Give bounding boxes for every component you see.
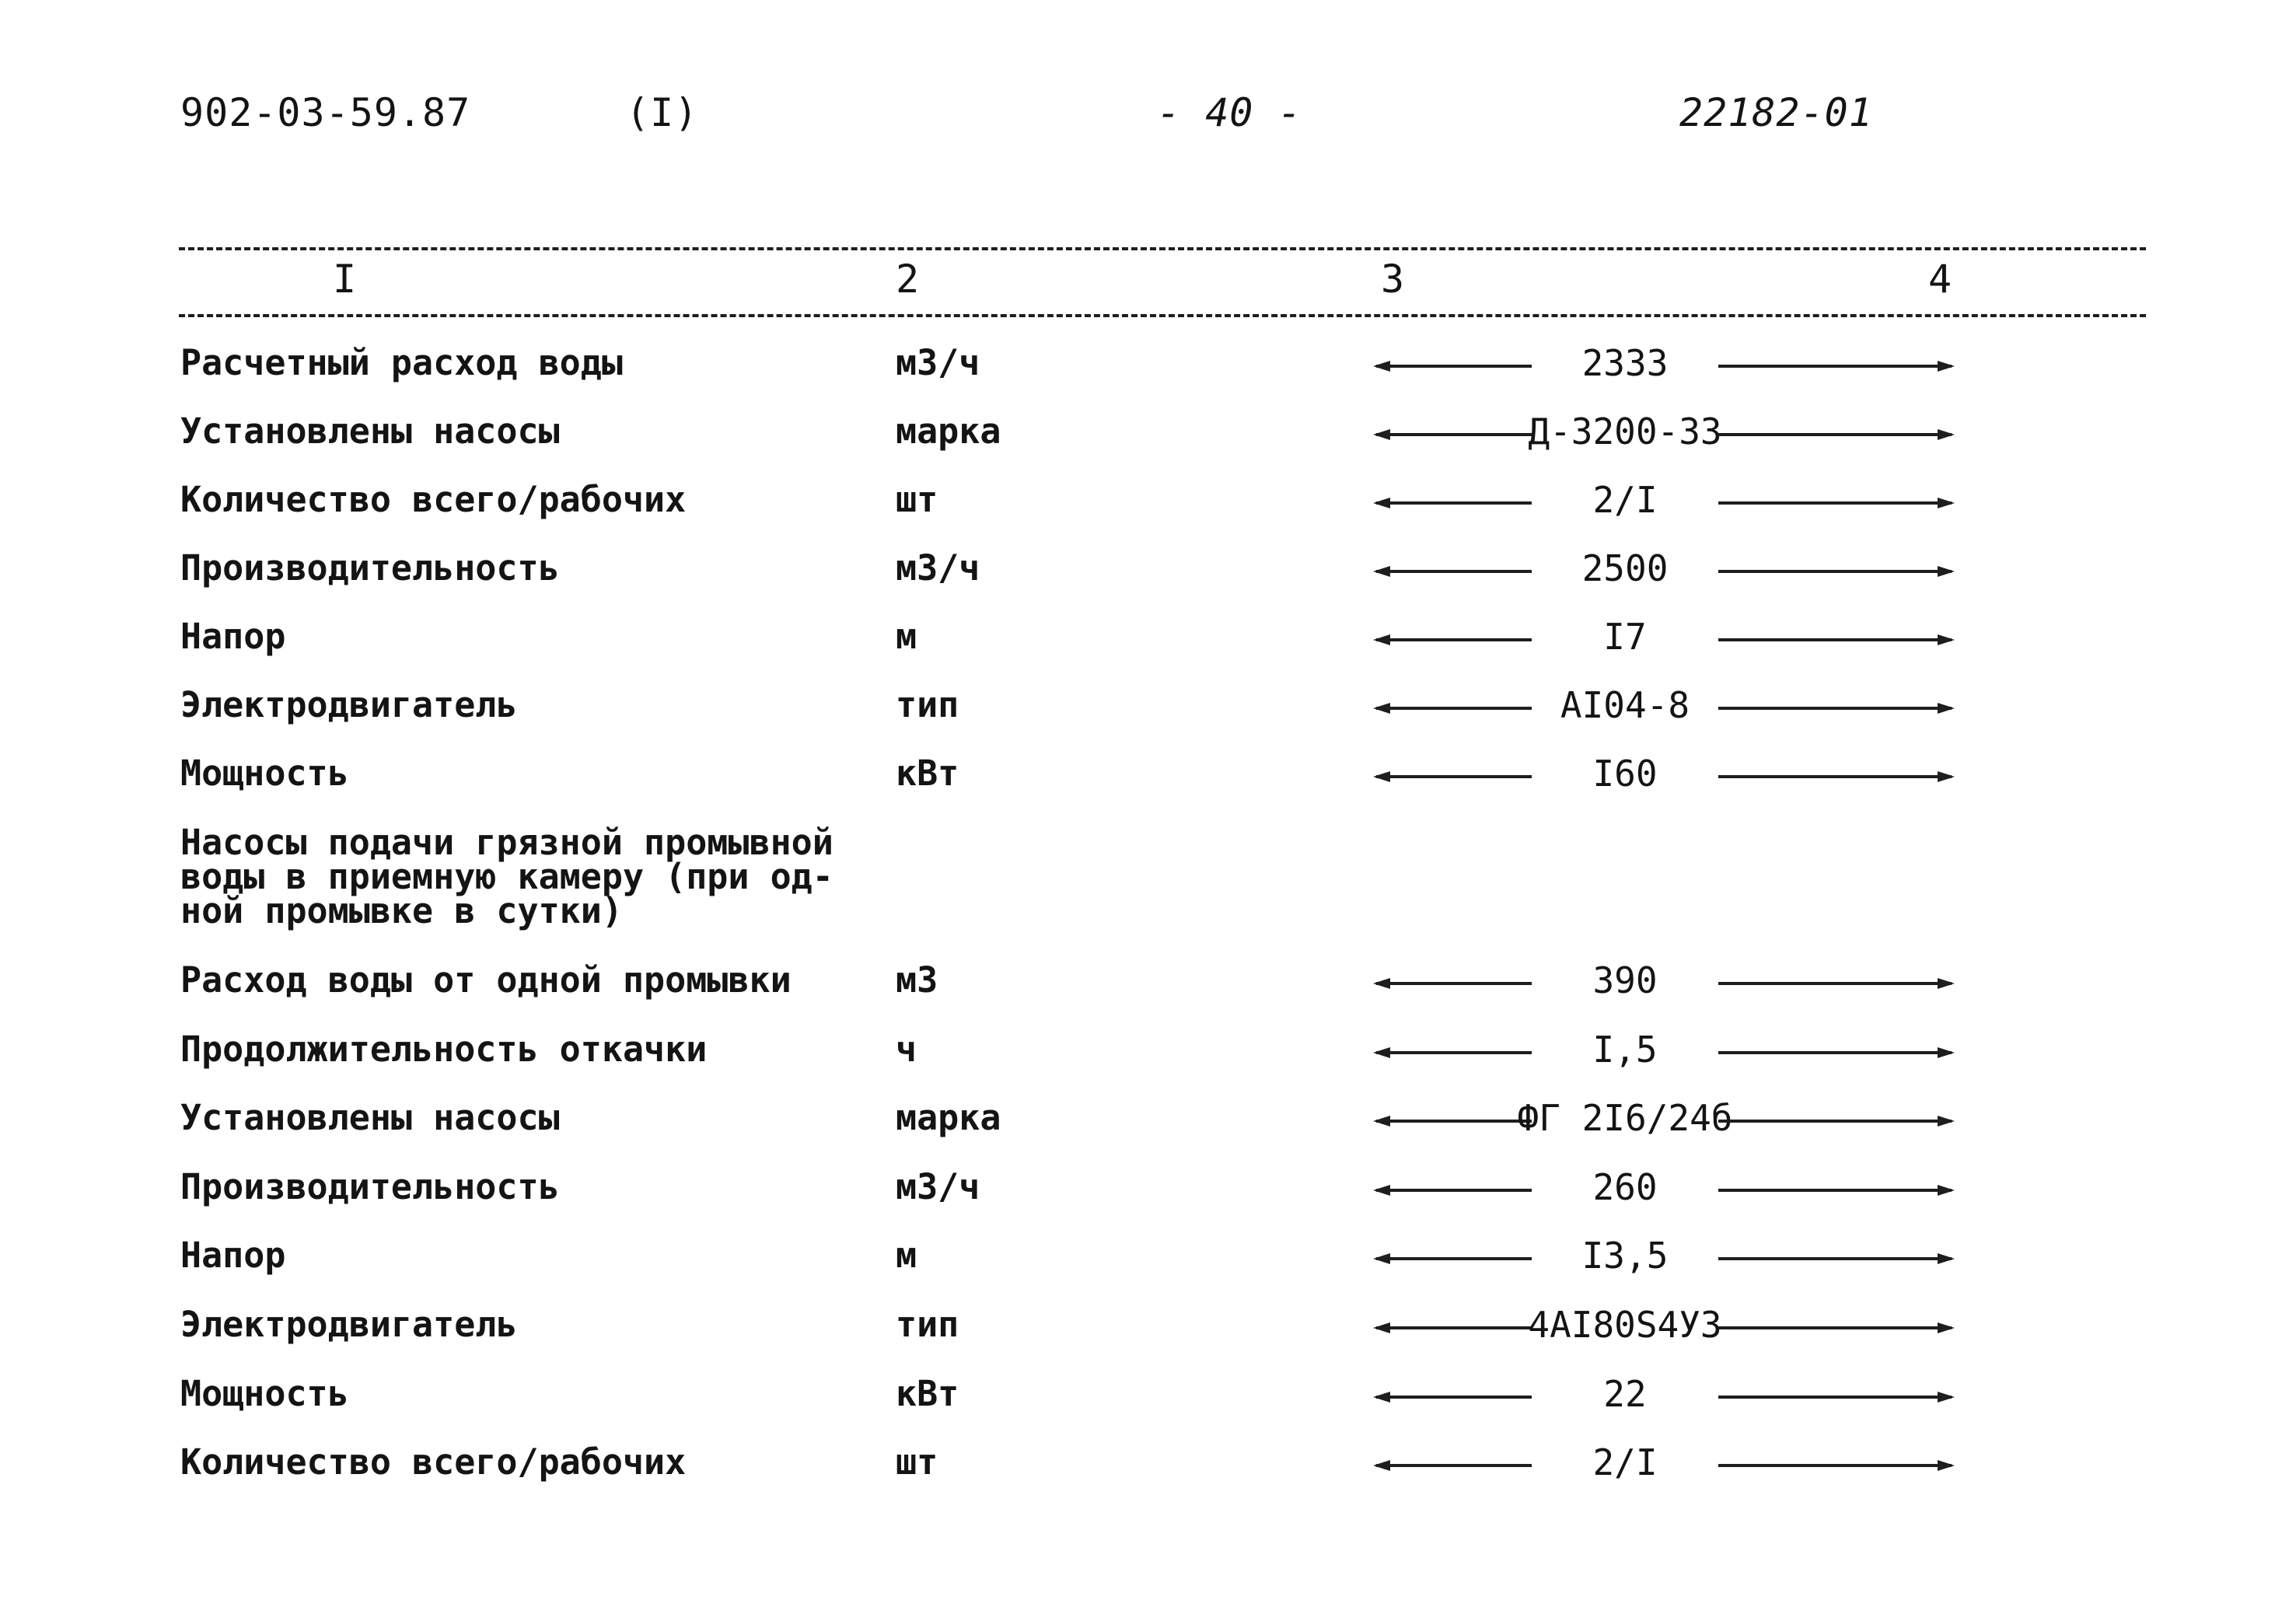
value-span	[1376, 753, 1983, 807]
value-span	[1376, 1441, 1983, 1496]
row-unit: шт	[896, 479, 938, 520]
left-arrow-icon	[1376, 1396, 1532, 1399]
row-unit: кВт	[896, 1372, 959, 1414]
row-label: Количество всего/рабочих	[180, 1441, 687, 1483]
table-row	[0, 342, 2296, 410]
right-arrow-icon	[1718, 638, 1952, 641]
right-arrow-icon	[1718, 1464, 1952, 1467]
table-row	[0, 479, 2296, 547]
left-arrow-icon	[1376, 1464, 1532, 1467]
value-span	[1376, 547, 1983, 602]
row-unit: шт	[896, 1441, 938, 1483]
table-row	[0, 959, 2296, 1028]
column-1-header: I	[333, 257, 357, 302]
right-arrow-icon	[1718, 570, 1952, 573]
table-row	[0, 1097, 2296, 1165]
right-arrow-icon	[1718, 501, 1952, 505]
row-value: 2/I	[1592, 479, 1658, 521]
right-arrow-icon	[1718, 1051, 1952, 1054]
row-unit: марка	[896, 410, 1001, 452]
section-title	[180, 822, 833, 931]
row-label: Расчетный расход воды	[180, 342, 623, 383]
left-arrow-icon	[1376, 570, 1532, 573]
row-unit: м3	[896, 959, 938, 1001]
row-label: Электродвигатель	[180, 684, 518, 725]
table-row	[0, 1029, 2296, 1097]
row-label: Производительность	[180, 547, 560, 589]
row-value: I3,5	[1581, 1235, 1669, 1277]
row-value: 2500	[1581, 547, 1669, 589]
value-span	[1376, 1304, 1983, 1358]
row-value: 4АI80S4У3	[1528, 1304, 1722, 1346]
row-unit: ч	[896, 1028, 917, 1070]
row-unit: тип	[896, 684, 959, 725]
row-unit: м3/ч	[896, 547, 980, 589]
section-title-line-1: Насосы подачи грязной промывной	[180, 822, 833, 863]
section-title-line-3: ной промывке в сутки)	[180, 890, 623, 931]
row-label: Мощность	[180, 753, 349, 794]
row-label: Количество всего/рабочих	[180, 479, 687, 520]
left-arrow-icon	[1376, 365, 1532, 368]
row-unit: м	[896, 1235, 917, 1277]
row-value: Д-3200-33	[1528, 410, 1722, 452]
right-arrow-icon	[1718, 1120, 1952, 1123]
right-arrow-icon	[1718, 1396, 1952, 1399]
right-arrow-icon	[1718, 433, 1952, 436]
value-span	[1376, 616, 1983, 670]
value-span	[1376, 1029, 1983, 1083]
right-arrow-icon	[1718, 365, 1952, 368]
row-unit: марка	[896, 1097, 1001, 1139]
left-arrow-icon	[1376, 775, 1532, 778]
row-value: 260	[1592, 1165, 1658, 1208]
table-row	[0, 1166, 2296, 1235]
sheet-number: (I)	[626, 90, 699, 135]
row-unit: кВт	[896, 753, 959, 794]
column-2-header: 2	[896, 257, 920, 302]
value-span	[1376, 959, 1983, 1014]
value-span	[1376, 1097, 1983, 1151]
left-arrow-icon	[1376, 1257, 1532, 1260]
row-value: I60	[1592, 753, 1658, 795]
column-3-header: 3	[1381, 257, 1405, 302]
left-arrow-icon	[1376, 638, 1532, 641]
left-arrow-icon	[1376, 1326, 1532, 1329]
left-arrow-icon	[1376, 707, 1532, 710]
value-span	[1376, 410, 1983, 465]
value-span	[1376, 479, 1983, 533]
page-number: - 40 -	[1157, 90, 1302, 135]
row-label: Расход воды от одной промывки	[180, 959, 792, 1001]
value-span	[1376, 1166, 1983, 1221]
row-value: 2333	[1581, 342, 1669, 384]
value-span	[1376, 342, 1983, 397]
table-row	[0, 684, 2296, 753]
right-arrow-icon	[1718, 707, 1952, 710]
table-row	[0, 1373, 2296, 1441]
row-label: Производительность	[180, 1165, 560, 1207]
right-arrow-icon	[1718, 982, 1952, 985]
row-unit: м	[896, 616, 917, 657]
row-unit: м3/ч	[896, 342, 980, 383]
row-value: I7	[1603, 616, 1647, 658]
left-arrow-icon	[1376, 982, 1532, 985]
doc-number: 22182-01	[1679, 90, 1873, 135]
row-label: Установлены насосы	[180, 410, 560, 452]
left-arrow-icon	[1376, 1120, 1532, 1123]
row-value: 2/I	[1592, 1441, 1658, 1484]
value-span	[1376, 1373, 1983, 1427]
table-row	[0, 616, 2296, 684]
table-row	[0, 547, 2296, 616]
row-label: Электродвигатель	[180, 1304, 518, 1345]
row-value: 22	[1603, 1372, 1647, 1415]
row-label: Продолжительность откачки	[180, 1028, 708, 1070]
table-row	[0, 1235, 2296, 1303]
table-row	[0, 753, 2296, 821]
section-title-line-2: воды в приемную камеру (при од-	[180, 856, 833, 897]
value-span	[1376, 1235, 1983, 1289]
table-row	[0, 1441, 2296, 1510]
value-span	[1376, 684, 1983, 739]
row-label: Установлены насосы	[180, 1097, 560, 1139]
left-arrow-icon	[1376, 1051, 1532, 1054]
row-label: Напор	[180, 616, 286, 657]
row-value: АI04-8	[1560, 684, 1690, 726]
table-row	[0, 410, 2296, 479]
table-header-rule	[179, 314, 2146, 317]
document-code: 902-03-59.87	[180, 90, 471, 135]
left-arrow-icon	[1376, 1189, 1532, 1192]
table-top-rule	[179, 247, 2146, 250]
row-value: ФГ 2I6/24б	[1517, 1097, 1733, 1140]
row-unit: тип	[896, 1304, 959, 1345]
right-arrow-icon	[1718, 775, 1952, 778]
row-value: I,5	[1592, 1028, 1658, 1071]
right-arrow-icon	[1718, 1189, 1952, 1192]
row-label: Напор	[180, 1235, 286, 1277]
right-arrow-icon	[1718, 1257, 1952, 1260]
left-arrow-icon	[1376, 433, 1532, 436]
right-arrow-icon	[1718, 1326, 1952, 1329]
row-value: 390	[1592, 959, 1658, 1001]
left-arrow-icon	[1376, 501, 1532, 505]
table-row	[0, 1304, 2296, 1372]
column-4-header: 4	[1928, 257, 1952, 302]
row-unit: м3/ч	[896, 1165, 980, 1207]
row-label: Мощность	[180, 1372, 349, 1414]
